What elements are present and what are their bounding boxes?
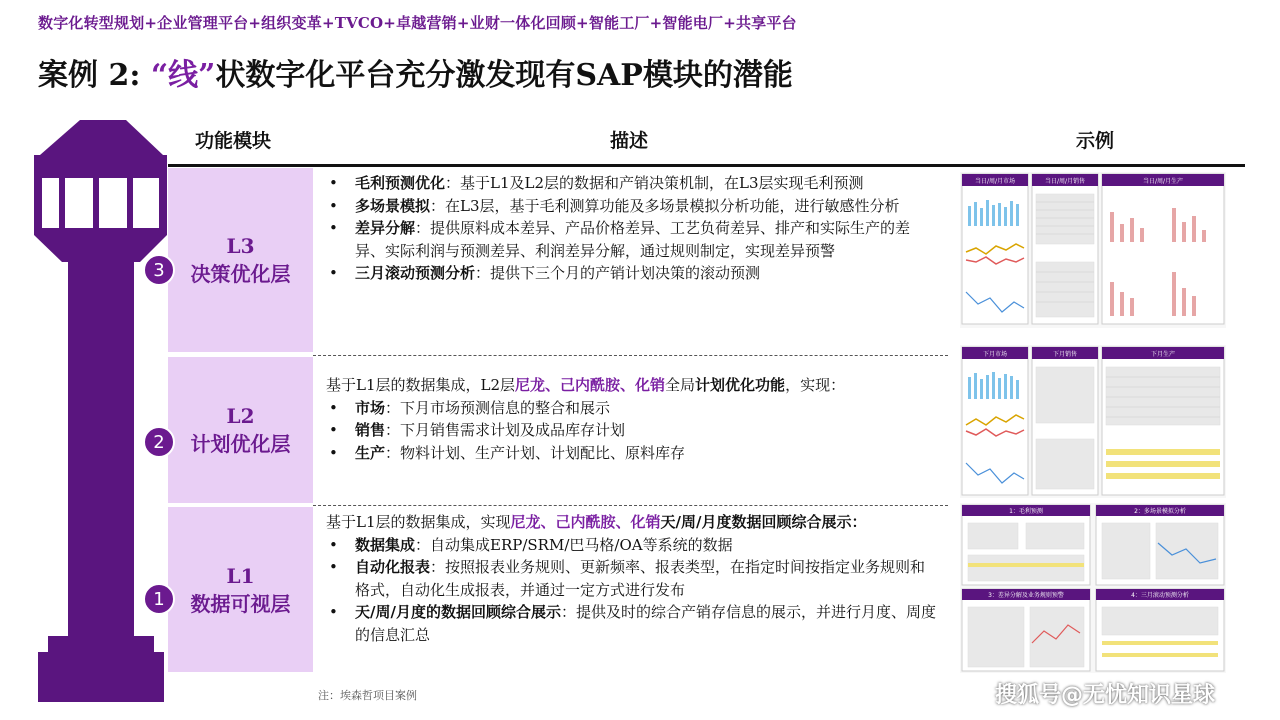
level-code: L3 <box>226 234 255 258</box>
description-intro: 基于L1层的数据集成，L2层尼龙、己内酰胺、化销全局计划优化功能，实现： <box>326 376 846 394</box>
example-thumbnail-l1 <box>960 503 1226 673</box>
description-l2 <box>326 374 938 464</box>
list-item: • 多场景模拟：在L3层，基于毛利测算功能及多场景模拟分析功能，进行敏感性分析 <box>326 195 938 218</box>
lantern-pillar-icon <box>0 0 170 720</box>
column-header-example: 示例 <box>1076 130 1115 152</box>
level-badge-2: 2 <box>143 426 175 458</box>
list-item: • 天/周/月度的数据回顾综合展示：提供及时的综合产销存信息的展示，并进行月度、周度的信息汇总 <box>326 601 938 646</box>
example-thumbnail-l2 <box>960 345 1226 498</box>
description-l3 <box>326 172 938 285</box>
description-intro: 基于L1层的数据集成，实现尼龙、己内酰胺、化销天/周/月度数据回顾综合展示： <box>326 513 867 531</box>
list-item: • 市场：下月市场预测信息的整合和展示 <box>326 397 938 420</box>
title-highlight: “线” <box>150 58 216 93</box>
breadcrumb: 数字化转型规划+企业管理平台+组织变革+TVCO+卓越营销+业财一体化回顾+智能工厂+智能电厂+共享平台 <box>38 14 797 32</box>
list-item: • 三月滚动预测分析：提供下三个月的产销计划决策的滚动预测 <box>326 262 938 285</box>
thumbnail-tab: 下月销售 <box>1052 351 1078 358</box>
thumbnail-tab: 下月市场 <box>982 351 1008 358</box>
title-prefix: 案例 2: <box>38 58 151 93</box>
thumbnail-tab: 3：差异分解及业务规则预警 <box>988 592 1064 599</box>
list-item: • 销售：下月销售需求计划及成品库存计划 <box>326 419 938 442</box>
thumbnail-tab: 当日/周/月销售 <box>1044 178 1086 185</box>
level-cell-l2 <box>168 357 313 503</box>
list-item: • 自动化报表：按照报表业务规则、更新频率、报表类型，在指定时间按指定业务规则和格式，自动化生成报表，并通过一定方式进行发布 <box>326 556 938 601</box>
row-separator <box>313 505 948 506</box>
column-header-module: 功能模块 <box>195 130 272 152</box>
row-separator <box>313 355 948 356</box>
thumbnail-tab: 当日/周/月市场 <box>974 178 1016 185</box>
thumbnail-tab: 2：多场景模拟分析 <box>1134 508 1186 515</box>
list-item: • 生产：物料计划、生产计划、计划配比、原料库存 <box>326 442 938 465</box>
thumbnail-tab: 1：毛利预测 <box>1009 508 1043 515</box>
title-suffix: 状数字化平台充分激发现有SAP模块的潜能 <box>215 58 793 93</box>
level-cell-l3 <box>168 168 313 352</box>
thumbnail-tab: 4：三月滚动预测分析 <box>1131 592 1189 599</box>
header-rule <box>168 164 1245 167</box>
level-code: L2 <box>226 404 255 428</box>
level-code: L1 <box>226 563 255 588</box>
level-name: 数据可视层 <box>190 591 291 616</box>
thumbnail-tab: 当日/周/月生产 <box>1142 178 1184 185</box>
level-badge-1: 1 <box>143 583 175 615</box>
level-badge-3: 3 <box>143 254 175 286</box>
column-header-description: 描述 <box>610 130 649 152</box>
example-thumbnail-l3 <box>960 172 1226 328</box>
thumbnail-tab: 下月生产 <box>1150 351 1176 358</box>
description-l1 <box>326 511 938 647</box>
list-item: • 数据集成：自动集成ERP/SRM/巴马格/OA等系统的数据 <box>326 534 938 557</box>
level-cell-l1 <box>168 507 313 672</box>
watermark: 搜狐号@无忧知识星球 <box>995 683 1216 708</box>
level-name: 决策优化层 <box>190 262 291 286</box>
list-item: • 毛利预测优化：基于L1及L2层的数据和产销决策机制，在L3层实现毛利预测 <box>326 172 938 195</box>
level-name: 计划优化层 <box>190 432 291 456</box>
list-item: • 差异分解：提供原料成本差异、产品价格差异、工艺负荷差异、排产和实际生产的差异、实际利润与预测差异、利润差异分解，通过规则制定，实现差异预警 <box>326 217 938 262</box>
footnote: 注：埃森哲项目案例 <box>318 689 417 702</box>
